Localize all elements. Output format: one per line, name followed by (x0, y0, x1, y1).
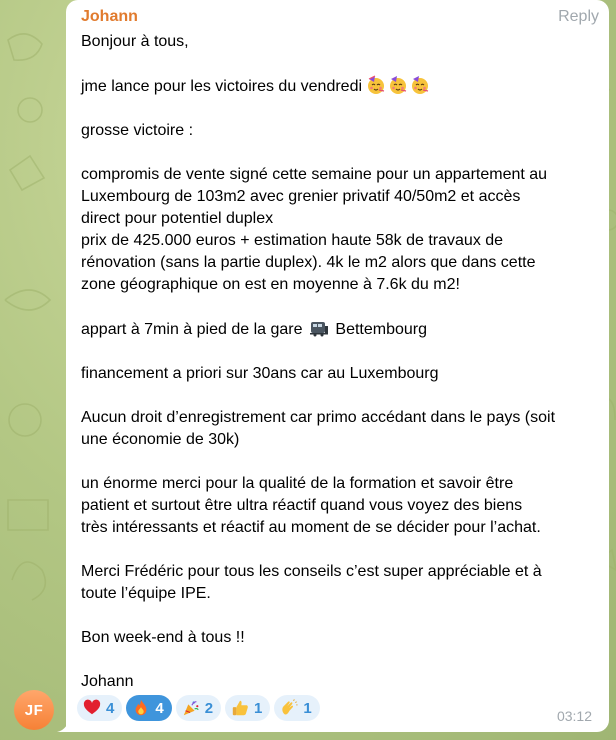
message-paragraph (81, 671, 595, 693)
text-line: Luxembourg de 103m2 avec grenier privatif 40/50m2 et accès (81, 188, 521, 205)
partying-face-icon (410, 75, 430, 95)
text-line: grosse victoire : (81, 122, 194, 139)
message-paragraph (81, 31, 595, 53)
text-line: direct pour potentiel duplex (81, 210, 274, 227)
message-text (81, 31, 595, 693)
avatar-initials: JF (24, 701, 44, 719)
text-line: rénovation (sans la partie duplex). 4k le m2 alors que dans cette (81, 254, 536, 271)
message-bubble (66, 0, 609, 732)
reaction-thumbs-up[interactable] (225, 695, 270, 721)
text-line: compromis de vente signé cette semaine pour un appartement au (81, 166, 548, 183)
reaction-party-popper[interactable] (176, 695, 221, 721)
reactions-bar (77, 695, 320, 721)
partying-face-icon (388, 75, 408, 95)
message-timestamp: 03:12 (556, 708, 592, 724)
reaction-count: 4 (106, 699, 115, 717)
fire-icon (132, 699, 150, 717)
text-line: Bettembourg (335, 321, 427, 338)
party-emoji-group (366, 78, 432, 95)
text-line: prix de 425.000 euros + estimation haute 58k de travaux de (81, 232, 504, 249)
message-paragraph (81, 318, 595, 341)
avatar[interactable] (14, 690, 54, 730)
message-header (81, 8, 599, 30)
text-line: un énorme merci pour la qualité de la formation et savoir être (81, 475, 514, 492)
party-popper-icon (182, 699, 200, 717)
message-paragraph (81, 473, 595, 539)
text-line: très intéressants et réactif au moment de se décider pour l’achat. (81, 519, 541, 536)
message-paragraph (81, 363, 595, 385)
sender-name[interactable]: Johann (81, 8, 138, 25)
reply-button[interactable]: Reply (558, 8, 599, 25)
text-line: Aucun droit d’enregistrement car primo accédant dans le pays (soit (81, 409, 556, 426)
text-line: jme lance pour les victoires du vendredi (81, 78, 363, 95)
train-icon (309, 318, 329, 338)
text-line: Johann (81, 673, 134, 690)
text-line: patient et surtout être ultra réactif quand vous voyez des biens (81, 497, 523, 514)
message-paragraph (81, 164, 595, 296)
heart-icon (83, 699, 101, 717)
message-paragraph (81, 75, 595, 98)
message-paragraph (81, 120, 595, 142)
text-line: Merci Frédéric pour tous les conseils c’est super appréciable et à (81, 563, 542, 580)
text-line: financement a priori sur 30ans car au Luxembourg (81, 365, 439, 382)
reaction-clapping-hands[interactable] (274, 695, 319, 721)
message-paragraph (81, 627, 595, 649)
thumbs-up-icon (231, 699, 249, 717)
reaction-count: 4 (155, 699, 164, 717)
message-paragraph (81, 561, 595, 605)
reaction-count: 1 (303, 699, 312, 717)
reaction-fire[interactable] (126, 695, 171, 721)
text-line: Bon week-end à tous !! (81, 629, 245, 646)
text-line: une économie de 30k) (81, 431, 240, 448)
message-paragraph (81, 407, 595, 451)
text-line: toute l’équipe IPE. (81, 585, 211, 602)
partying-face-icon (366, 75, 386, 95)
text-line: zone géographique on est en moyenne à 7.6k du m2! (81, 276, 460, 293)
clapping-hands-icon (280, 699, 298, 717)
reaction-heart[interactable] (77, 695, 122, 721)
reaction-count: 2 (204, 699, 214, 717)
reaction-count: 1 (254, 699, 263, 717)
text-line: Bonjour à tous, (81, 33, 189, 50)
text-line: appart à 7min à pied de la gare (81, 321, 303, 338)
